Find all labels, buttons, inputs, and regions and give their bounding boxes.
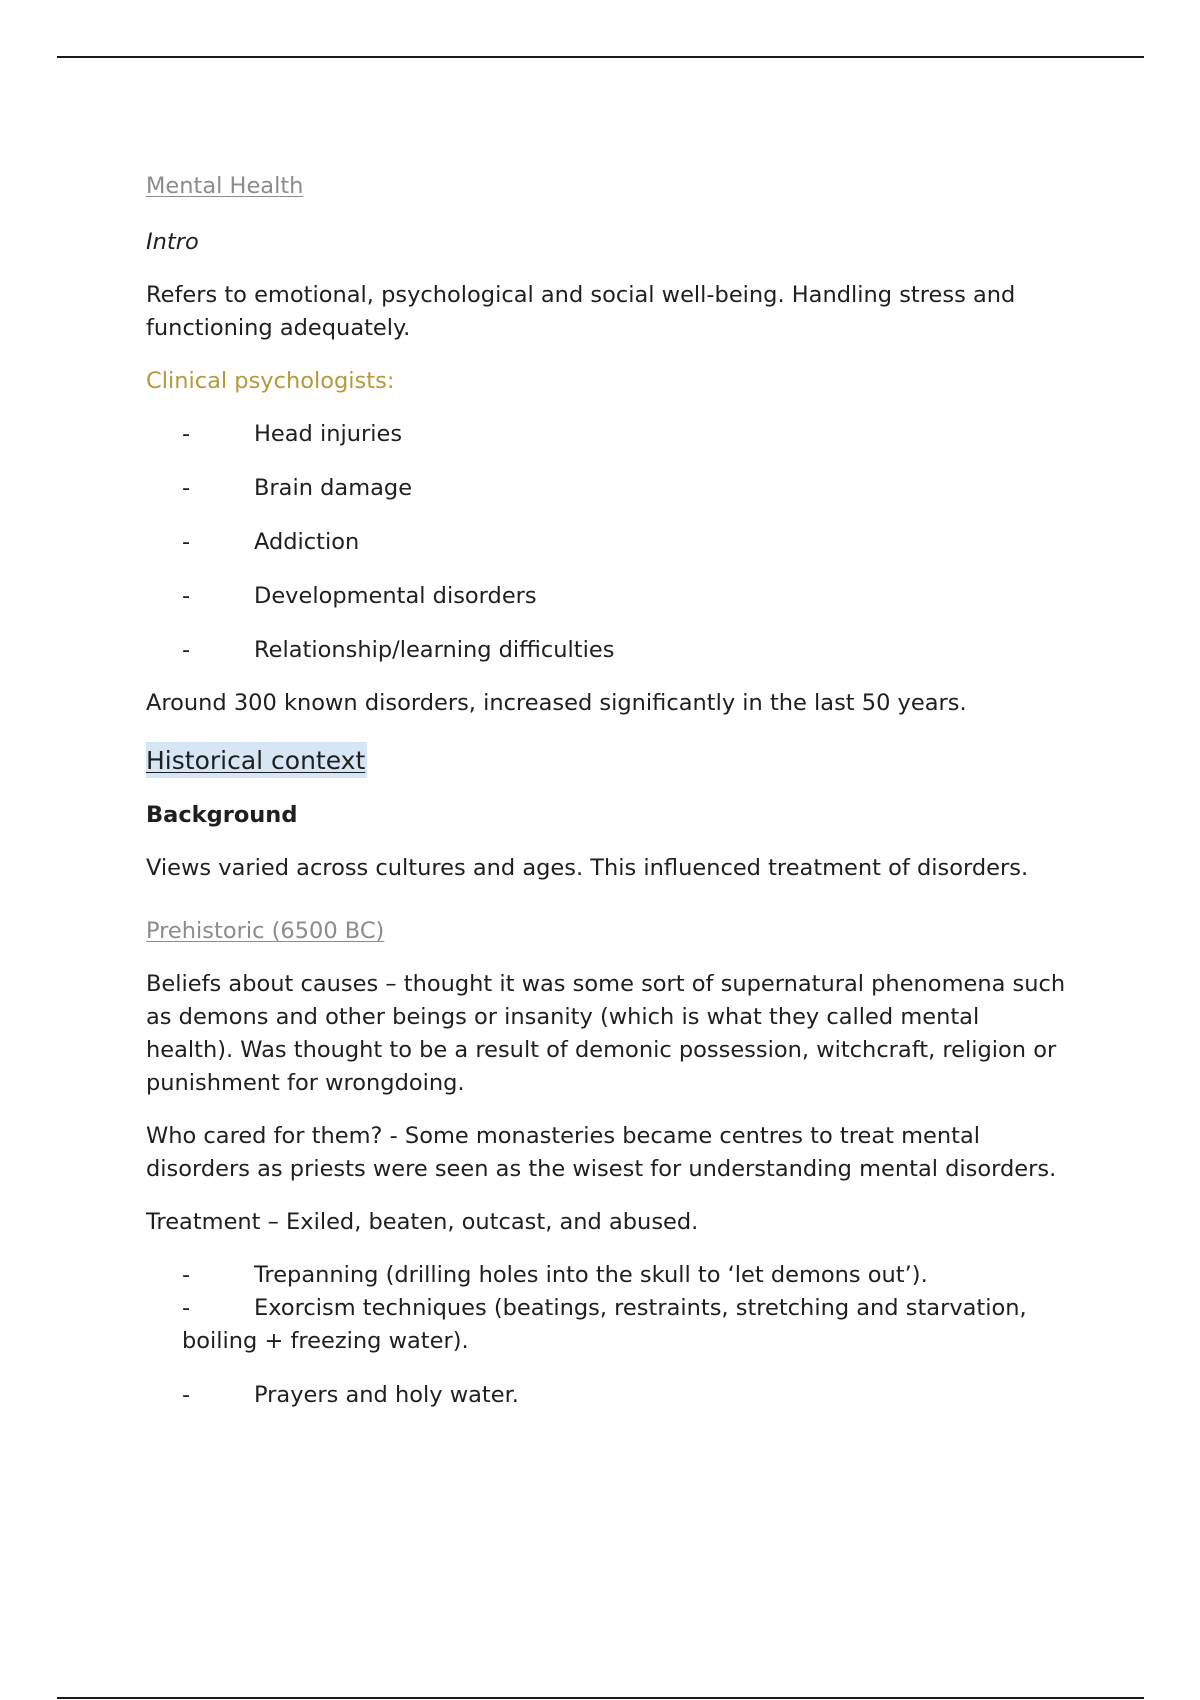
list-item-text: Exorcism techniques (beatings, restraints, stretching and starvation, boiling + freezing water). bbox=[182, 1295, 1027, 1354]
document-title[interactable] bbox=[146, 170, 1066, 203]
beliefs-text: Beliefs about causes – thought it was some sort of supernatural phenomena such as demons and other beings or insanity (which is what they called mental health). Was thought to be a result of demonic possession, witchcraft, religion or punishment for wrongdoing. bbox=[146, 971, 1066, 1096]
dash-marker: - bbox=[182, 1295, 191, 1321]
treatment-text: Treatment – Exiled, beaten, outcast, and abused. bbox=[146, 1209, 699, 1235]
list-item-text: Developmental disorders bbox=[254, 583, 537, 609]
list-item-text: Trepanning (drilling holes into the skull to ‘let demons out’). bbox=[254, 1262, 928, 1288]
disorders-text: Around 300 known disorders, increased significantly in the last 50 years. bbox=[146, 690, 967, 716]
clinical-list bbox=[146, 418, 1066, 667]
list-item bbox=[146, 1292, 1066, 1358]
dash-marker: - bbox=[182, 1262, 191, 1288]
list-item bbox=[146, 634, 1066, 667]
dash-marker: - bbox=[182, 421, 191, 447]
historical-heading[interactable]: Historical context bbox=[146, 742, 367, 778]
intro-label: Intro bbox=[146, 229, 199, 255]
dash-marker: - bbox=[182, 475, 191, 501]
dash-marker: - bbox=[182, 1382, 191, 1408]
list-item-text: Brain damage bbox=[254, 475, 413, 501]
treatment-list bbox=[146, 1259, 1066, 1292]
top-rule bbox=[57, 56, 1144, 58]
list-item bbox=[146, 526, 1066, 559]
clinical-heading: Clinical psychologists: bbox=[146, 368, 395, 394]
bottom-rule bbox=[57, 1697, 1144, 1699]
list-item bbox=[146, 1259, 1066, 1292]
list-item-text: Head injuries bbox=[254, 421, 403, 447]
prehistoric-heading[interactable]: Prehistoric (6500 BC) bbox=[146, 918, 385, 944]
list-item bbox=[146, 1379, 1066, 1412]
prehistoric-heading-row[interactable] bbox=[146, 915, 1066, 948]
background-heading: Background bbox=[146, 802, 298, 828]
list-item bbox=[146, 418, 1066, 451]
background-text: Views varied across cultures and ages. This influenced treatment of disorders. bbox=[146, 855, 1029, 881]
list-item-text: Relationship/learning difficulties bbox=[254, 637, 615, 663]
list-item-text: Prayers and holy water. bbox=[254, 1382, 519, 1408]
dash-marker: - bbox=[182, 583, 191, 609]
list-item-text: Addiction bbox=[254, 529, 360, 555]
dash-marker: - bbox=[182, 637, 191, 663]
treatment-list-continued bbox=[146, 1379, 1066, 1412]
historical-heading-row[interactable] bbox=[146, 742, 1066, 779]
dash-marker: - bbox=[182, 529, 191, 555]
document-body bbox=[146, 170, 1066, 1412]
list-item bbox=[146, 472, 1066, 505]
intro-text: Refers to emotional, psychological and social well-being. Handling stress and functioning adequately. bbox=[146, 282, 1016, 341]
cared-text: Who cared for them? - Some monasteries became centres to treat mental disorders as priests were seen as the wisest for understanding mental disorders. bbox=[146, 1123, 1057, 1182]
list-item bbox=[146, 580, 1066, 613]
title-link[interactable]: Mental Health bbox=[146, 173, 304, 199]
